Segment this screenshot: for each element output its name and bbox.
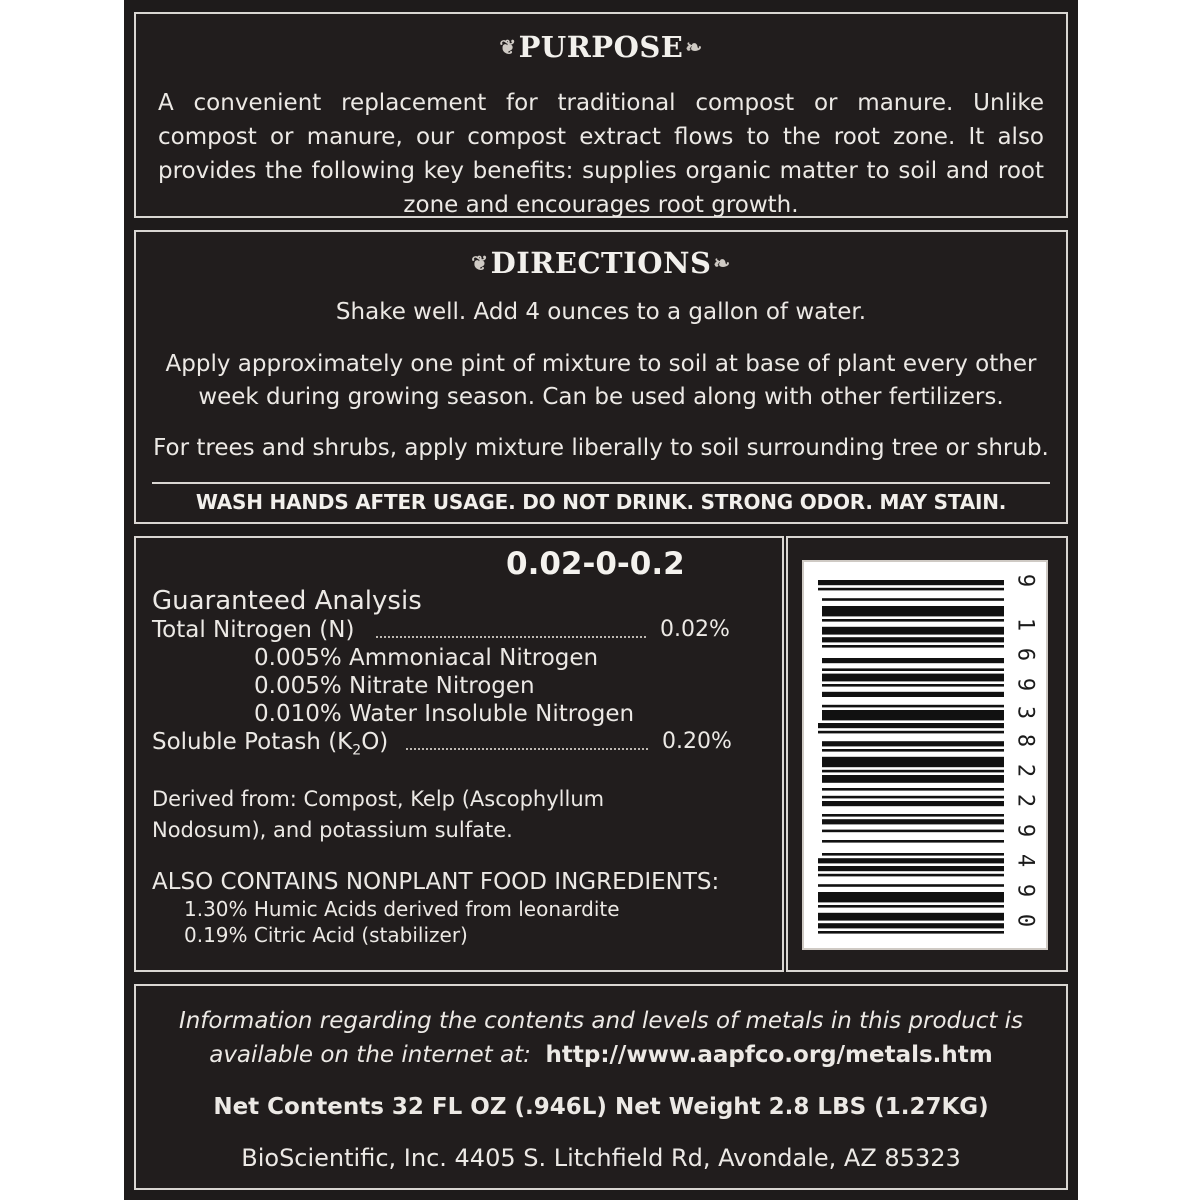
barcode-bar [818, 731, 1004, 734]
barcode-bar [822, 637, 1004, 642]
barcode-bar [822, 627, 1004, 635]
purpose-text: A convenient replacement for traditional compost or manure. Unlike compost or manure, our compost extract flows to the root zone. It also provides the following key benefits: supplies organic matter to soil and root zone and encourages root growth. [158, 90, 1044, 218]
npk-ratio: 0.02-0-0.2 [506, 546, 685, 582]
analysis-panel [134, 536, 784, 972]
barcode-bar [822, 684, 1004, 687]
barcode-bar [818, 923, 1004, 928]
barcode-bar [822, 749, 1004, 752]
barcode-bar [822, 801, 1004, 806]
nitrate-nitrogen: 0.005% Nitrate Nitrogen [254, 673, 535, 699]
barcode-bar [818, 866, 1004, 871]
barcode-digit: 0 [1012, 913, 1038, 928]
barcode-digit: 2 [1012, 793, 1038, 808]
purpose-heading [136, 30, 1066, 64]
leader-dots [376, 636, 646, 638]
barcode-digit: 9 [1012, 573, 1038, 588]
barcode-panel [786, 536, 1068, 972]
guaranteed-analysis-title: Guaranteed Analysis [152, 586, 422, 616]
ornament-right-icon: ❧ [713, 251, 731, 275]
barcode-bar [822, 658, 1004, 663]
soluble-potash-label [152, 728, 388, 765]
barcode-digit: 9 [1012, 677, 1038, 692]
barcode-bar [822, 840, 1004, 843]
total-nitrogen-value: 0.02% [660, 617, 730, 642]
barcode-digit: 4 [1012, 853, 1038, 868]
barcode-bar [822, 674, 1004, 682]
leader-dots [406, 748, 648, 750]
water-insoluble-nitrogen: 0.010% Water Insoluble Nitrogen [254, 701, 635, 727]
also-contains-heading: ALSO CONTAINS NONPLANT FOOD INGREDIENTS: [152, 869, 720, 895]
potash-subscript: 2 [352, 742, 362, 759]
barcode-digit: 8 [1012, 733, 1038, 748]
metals-info-prefix: available on the internet at: [209, 1042, 531, 1068]
purpose-panel [134, 12, 1068, 218]
barcode-bar [822, 692, 1004, 697]
soluble-potash-value: 0.20% [662, 729, 732, 754]
barcode-bar [818, 858, 1004, 863]
barcode-digit: 1 [1012, 617, 1038, 632]
net-contents: Net Contents 32 FL OZ (.946L) Net Weight 2.8 LBS (1.27KG) [213, 1094, 989, 1120]
barcode-digit: 9 [1012, 883, 1038, 898]
barcode-bars [804, 562, 1004, 948]
barcode-bar [822, 830, 1004, 833]
purpose-heading-text: PURPOSE [518, 30, 684, 64]
info-panel [134, 984, 1068, 1190]
barcode-bar [822, 796, 1004, 799]
directions-line-1: Shake well. Add 4 ounces to a gallon of water. [335, 299, 867, 325]
potash-label-part-b: O) [361, 729, 389, 755]
metals-url-link[interactable]: http://www.aapfco.org/metals.htm [545, 1042, 993, 1068]
barcode-digit: 6 [1012, 647, 1038, 662]
directions-heading [136, 246, 1066, 280]
barcode-bar [818, 905, 1004, 908]
directions-heading-text: DIRECTIONS [490, 246, 712, 280]
barcode-digit: 3 [1012, 705, 1038, 720]
humic-acids-line: 1.30% Humic Acids derived from leonardite [184, 897, 620, 921]
barcode-bar [822, 606, 1004, 616]
barcode-bar [822, 645, 1004, 648]
total-nitrogen-label: Total Nitrogen (N) [152, 617, 355, 643]
barcode-bar [822, 819, 1004, 824]
ornament-right-icon: ❧ [685, 35, 703, 59]
barcode-bar [818, 874, 1004, 877]
barcode-digit: 2 [1012, 763, 1038, 778]
barcode [802, 560, 1048, 950]
barcode-bar [822, 853, 1004, 856]
barcode-bar [822, 668, 1004, 671]
metals-info-line-1: Information regarding the contents and levels of metals in this product is [178, 1008, 1024, 1034]
company-address: BioScientific, Inc. 4405 S. Litchfield Rd, Avondale, AZ 85323 [241, 1144, 961, 1172]
directions-line-2a: Apply approximately one pint of mixture to soil at base of plant every other [165, 351, 1037, 377]
barcode-bar [822, 705, 1004, 708]
barcode-bar [818, 892, 1004, 902]
barcode-bar [818, 723, 1004, 728]
potash-label-part-a: Soluble Potash (K [152, 729, 353, 755]
directions-divider [152, 482, 1050, 484]
barcode-bar [822, 770, 1004, 773]
barcode-bar [822, 788, 1004, 791]
barcode-bar [818, 588, 1004, 591]
barcode-bar [822, 814, 1004, 817]
metals-info-line-2 [136, 1042, 1066, 1068]
barcode-bar [822, 710, 1004, 720]
barcode-bar [818, 580, 1004, 585]
product-label [124, 0, 1078, 1200]
derived-from-line-1: Derived from: Compost, Kelp (Ascophyllum [152, 787, 605, 811]
barcode-bar [822, 757, 1004, 767]
barcode-bar [822, 619, 1004, 622]
barcode-bar [818, 913, 1004, 921]
directions-line-3: For trees and shrubs, apply mixture liberally to soil surrounding tree or shrub. [153, 435, 1049, 461]
barcode-bar [818, 931, 1004, 934]
directions-panel [134, 230, 1068, 524]
ammoniacal-nitrogen: 0.005% Ammoniacal Nitrogen [254, 645, 599, 671]
citric-acid-line: 0.19% Citric Acid (stabilizer) [184, 923, 468, 947]
derived-from-line-2: Nodosum), and potassium sulfate. [152, 818, 513, 842]
barcode-bar [822, 775, 1004, 783]
warning-text: WASH HANDS AFTER USAGE. DO NOT DRINK. STRONG ODOR. MAY STAIN. [195, 490, 1007, 514]
barcode-digits [1010, 568, 1040, 944]
barcode-bar [818, 884, 1004, 887]
ornament-left-icon: ❦ [499, 35, 517, 59]
barcode-digit: 9 [1012, 823, 1038, 838]
barcode-bar [822, 741, 1004, 746]
ornament-left-icon: ❦ [471, 251, 489, 275]
barcode-bar [822, 598, 1004, 601]
directions-line-2b: week during growing season. Can be used along with other fertilizers. [198, 384, 1004, 410]
